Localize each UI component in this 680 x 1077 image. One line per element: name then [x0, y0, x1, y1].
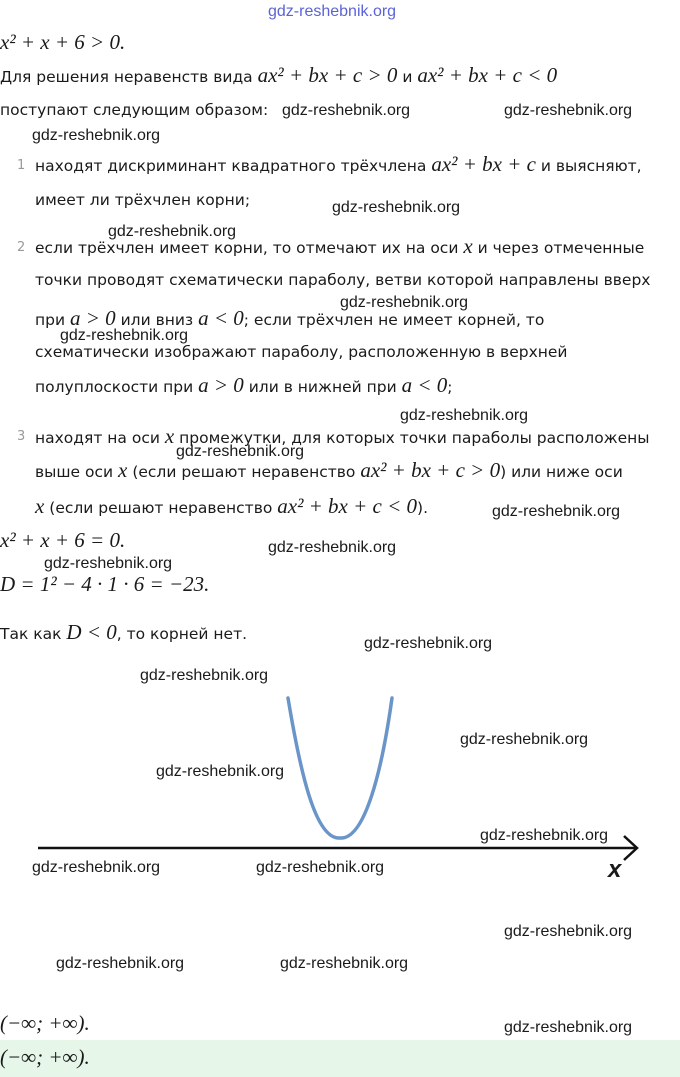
- step-3-l3-math1: x: [35, 494, 45, 518]
- step-3-line-1: [35, 424, 650, 449]
- step-2-math: x: [463, 234, 473, 258]
- answer-box: [0, 1040, 680, 1077]
- step-3-l2-math1: x: [118, 458, 128, 482]
- step-2-line-2: точки проводят схематически параболу, ветви которой направлены вверх: [35, 271, 651, 289]
- watermark: gdz-reshebnik.org: [108, 223, 237, 240]
- parabola-curve: [288, 698, 392, 838]
- step-2-l5-c: ;: [447, 378, 453, 396]
- watermark: gdz-reshebnik.org: [32, 127, 161, 144]
- step-3-l2-a: выше оси: [35, 463, 114, 481]
- step-3-l2-math2: ax² + bx + c > 0: [360, 458, 501, 482]
- step-number-2: 2: [17, 240, 26, 255]
- step-2-l5-math1: a > 0: [198, 373, 244, 397]
- step-3-line-3: [35, 494, 428, 519]
- step-2-text-b: и через отмеченные: [477, 239, 645, 257]
- step-2-l3-a: при: [35, 311, 66, 329]
- watermark-top: gdz-reshebnik.org: [268, 3, 397, 20]
- watermark: gdz-reshebnik.org: [282, 102, 411, 119]
- watermark: gdz-reshebnik.org: [268, 539, 397, 556]
- watermark: gdz-reshebnik.org: [364, 635, 493, 652]
- watermark: gdz-reshebnik.org: [460, 731, 589, 748]
- equation: x² + x + 6 = 0.: [0, 528, 126, 552]
- watermark: gdz-reshebnik.org: [400, 407, 529, 424]
- step-1-line-2: имеет ли трёхчлен корни;: [35, 191, 251, 209]
- intro-text: Для решения неравенств вида: [0, 68, 253, 86]
- step-1-line-1: [35, 152, 642, 177]
- watermark: gdz-reshebnik.org: [156, 763, 285, 780]
- watermark: gdz-reshebnik.org: [340, 294, 469, 311]
- watermark: gdz-reshebnik.org: [176, 443, 305, 460]
- step-3-l3-b: ).: [417, 499, 429, 517]
- step-2-l3-math2: a < 0: [198, 306, 244, 330]
- step-1-text-b: и выясняют,: [540, 157, 642, 175]
- watermark: gdz-reshebnik.org: [492, 503, 621, 520]
- step-3-l2-c: ) или ниже оси: [500, 463, 623, 481]
- watermark: gdz-reshebnik.org: [332, 199, 461, 216]
- watermark: gdz-reshebnik.org: [256, 859, 385, 876]
- watermark: gdz-reshebnik.org: [32, 859, 161, 876]
- conclusion-text-b: , то корней нет.: [116, 625, 248, 643]
- conclusion-text-a: Так как: [0, 625, 62, 643]
- step-2-l3-b: или вниз: [120, 311, 194, 329]
- step-number-3: 3: [17, 429, 26, 444]
- step-1-text-a: находят дискриминант квадратного трёхчлена: [35, 157, 427, 175]
- intro-line-1: [0, 63, 557, 88]
- watermark: gdz-reshebnik.org: [504, 102, 633, 119]
- step-2-l5-a: полуплоскости при: [35, 378, 194, 396]
- conclusion-math: D < 0: [66, 620, 117, 644]
- watermark: gdz-reshebnik.org: [56, 955, 185, 972]
- step-3-line-2: [35, 458, 623, 483]
- x-axis-label: x: [608, 856, 622, 883]
- step-2-line-4: схематически изображают параболу, расположенную в верхней: [35, 343, 568, 361]
- step-2-line-5: [35, 373, 453, 398]
- step-3-l3-a: (если решают неравенство: [49, 499, 273, 517]
- step-number-1: 1: [17, 158, 26, 173]
- intro-math-a: ax² + bx + c > 0: [257, 63, 398, 87]
- watermark: gdz-reshebnik.org: [60, 327, 189, 344]
- watermark: gdz-reshebnik.org: [504, 1019, 633, 1036]
- step-1-math: ax² + bx + c: [431, 152, 536, 176]
- step-2-l3-c: ; если трёхчлен не имеет корней, то: [243, 311, 545, 329]
- step-3-text-a: находят на оси: [35, 429, 160, 447]
- watermark: gdz-reshebnik.org: [140, 667, 269, 684]
- step-2-l3-math1: a > 0: [69, 306, 116, 330]
- step-3-text-b: промежутки, для которых точки параболы расположены: [179, 429, 650, 447]
- step-3-l2-b: (если решают неравенство: [132, 463, 356, 481]
- answer-interval: (−∞; +∞).: [0, 1011, 90, 1035]
- final-answer: (−∞; +∞).: [0, 1045, 90, 1069]
- watermark: gdz-reshebnik.org: [44, 555, 173, 572]
- discriminant: D = 1² − 4 · 1 · 6 = −23.: [0, 572, 210, 596]
- step-2-l5-b: или в нижней при: [248, 378, 397, 396]
- conclusion: [0, 620, 247, 645]
- step-2-l5-math2: a < 0: [401, 373, 448, 397]
- watermark: gdz-reshebnik.org: [504, 923, 633, 940]
- step-2-text-a: если трёхчлен имеет корни, то отмечают их на оси: [35, 239, 459, 257]
- intro-line-2: поступают следующим образом:: [0, 101, 269, 119]
- watermark: gdz-reshebnik.org: [280, 955, 409, 972]
- inequality-header: x² + x + 6 > 0.: [0, 30, 126, 54]
- intro-and: и: [402, 68, 413, 86]
- step-3-math: x: [164, 424, 175, 448]
- watermark: gdz-reshebnik.org: [480, 827, 609, 844]
- step-3-l3-math2: ax² + bx + c < 0: [277, 494, 418, 518]
- intro-math-b: ax² + bx + c < 0: [417, 63, 558, 87]
